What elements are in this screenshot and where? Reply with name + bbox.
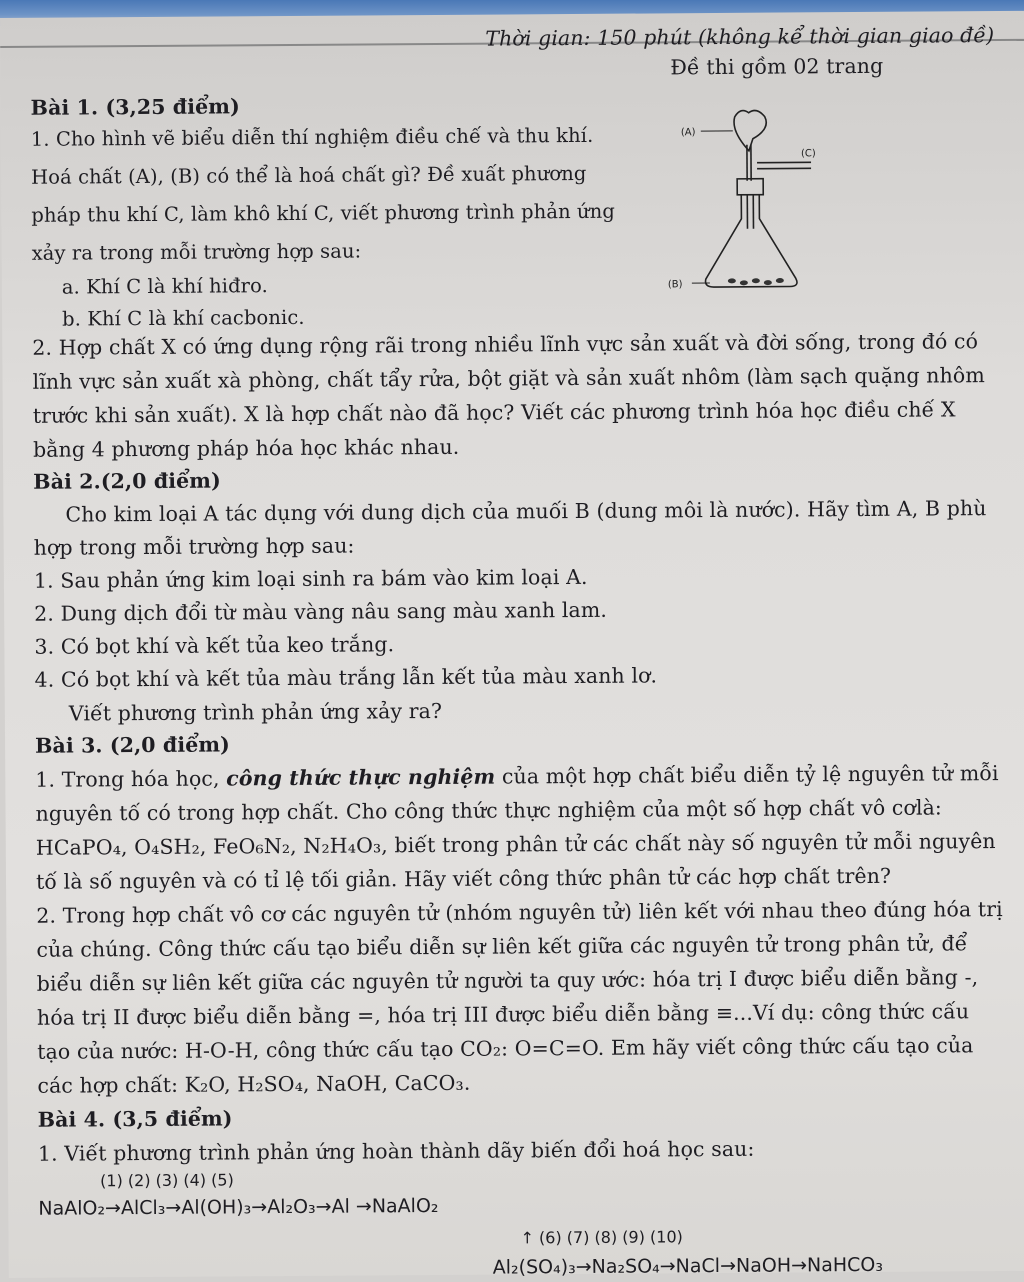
bai2-line-2: hợp trong mỗi trường hợp sau: bbox=[33, 533, 355, 560]
bai1-line-1: 1. Cho hình vẽ biểu diễn thí nghiệm điều chế và thu khí. bbox=[30, 123, 594, 151]
bai1-line-2: Hoá chất (A), (B) có thể là hoá chất gì? Đề xuất phương bbox=[31, 161, 587, 189]
bai3-line-10: các hợp chất: K₂O, H₂SO₄, NaOH, CaCO₃. bbox=[37, 1070, 471, 1098]
bai3-formulas: HCaPO₄, O₄SH₂, FeO₆N₂, N₂H₄O₃ bbox=[35, 833, 382, 860]
bai3-line-2: nguyên tố có trong hợp chất. Cho công thức thực nghiệm của một số hợp chất vô cơlà: bbox=[35, 795, 942, 826]
label-a: (A) bbox=[680, 127, 696, 139]
scheme-row1-step-numbers: (1) (2) (3) (4) (5) bbox=[100, 1170, 234, 1191]
bai1-line-3: pháp thu khí C, làm khô khí C, viết phương trình phản ứng bbox=[31, 199, 615, 227]
bai3-line-3 bbox=[36, 831, 996, 858]
bai1-part2-line-3: trước khi sản xuất). X là hợp chất nào đã học? Viết các phương trình hóa học điều chế X bbox=[32, 397, 956, 428]
scheme-row2: Al₂(SO₄)₃→Na₂SO₄→NaCl→NaOH→NaHCO₃ bbox=[492, 1253, 884, 1279]
bai1-part2-line-2: lĩnh vực sản xuất xà phòng, chất tẩy rửa, bột giặt và sản xuất nhôm (làm sạch quặng nhôm bbox=[32, 363, 985, 394]
bai2-item-2: 2. Dung dịch đổi từ màu vàng nâu sang màu xanh lam. bbox=[34, 597, 608, 626]
bai3-term: công thức thực nghiệm bbox=[226, 764, 496, 791]
flask-funnel-figure bbox=[661, 100, 842, 301]
bai2-item-3: 3. Có bọt khí và kết tủa keo trắng. bbox=[34, 632, 395, 659]
scheme-row1: NaAlO₂→AlCl₃→Al(OH)₃→Al₂O₃→Al →NaAlO₂ bbox=[38, 1194, 439, 1220]
bai1-part2-line-1: 2. Hợp chất X có ứng dụng rộng rãi trong nhiều lĩnh vực sản xuất và đời sống, trong đó có bbox=[32, 329, 979, 360]
label-b: (B) bbox=[667, 279, 683, 291]
bai3-line-8: hóa trị II được biểu diễn bằng =, hóa trị III được biểu diễn bằng ≡...Ví dụ: công thức cấu bbox=[36, 999, 970, 1030]
bai1-line-4: xảy ra trong mỗi trường hợp sau: bbox=[31, 239, 362, 265]
bai3-line-1-post: của một hợp chất biểu diễn tỷ lệ nguyên tử mỗi bbox=[495, 761, 999, 789]
bai3-line-9: tạo của nước: H-O-H, công thức cấu tạo CO₂: O=C=O. Em hãy viết công thức cấu tạo của bbox=[37, 1033, 974, 1064]
bai3-title: Bài 3. (2,0 điểm) bbox=[34, 732, 231, 758]
bai2-item-4: 4. Có bọt khí và kết tủa màu trắng lẫn kết tủa màu xanh lơ. bbox=[34, 663, 658, 692]
bai2-title: Bài 2.(2,0 điểm) bbox=[33, 468, 221, 494]
scheme-row2-step-numbers: ↑ (6) (7) (8) (9) (10) bbox=[520, 1227, 683, 1248]
bai3-line-4: tố là số nguyên và có tỉ lệ tối giản. Hãy viết công thức phân tử các hợp chất trên? bbox=[35, 863, 892, 894]
bai3-line-1 bbox=[35, 763, 998, 790]
bai1-case-a: a. Khí C là khí hiđro. bbox=[61, 274, 268, 299]
bai1-title: Bài 1. (3,25 điểm) bbox=[30, 94, 240, 120]
bai3-line-5: 2. Trong hợp chất vô cơ các nguyên tử (nhóm nguyên tử) liên kết với nhau theo đúng hóa trị bbox=[36, 897, 1003, 928]
bai3-line-7: biểu diễn sự liên kết giữa các nguyên tử người ta quy ước: hóa trị I được biểu diễn bằng -, bbox=[36, 965, 979, 996]
bai3-line-6: của chúng. Công thức cấu tạo biểu diễn sự liên kết giữa các nguyên tử trong phân tử, để bbox=[36, 931, 968, 962]
bai3-line-1-pre: 1. Trong hóa học, bbox=[35, 766, 227, 792]
bai2-item-1: 1. Sau phản ứng kim loại sinh ra bám vào kim loại A. bbox=[33, 564, 588, 593]
bai4-title: Bài 4. (3,5 điểm) bbox=[37, 1106, 233, 1132]
bai1-case-b: b. Khí C là khí cacbonic. bbox=[62, 305, 305, 331]
bai2-question: Viết phương trình phản ứng xảy ra? bbox=[68, 698, 443, 726]
apparatus-diagram bbox=[661, 100, 842, 301]
exam-page bbox=[0, 11, 1024, 1278]
label-c: (C) bbox=[800, 148, 816, 160]
bai1-part2-line-4: bằng 4 phương pháp hóa học khác nhau. bbox=[32, 434, 460, 462]
bai3-line-3-post: , biết trong phân tử các chất này số nguyên tử mỗi nguyên bbox=[381, 829, 996, 858]
bai2-line-1: Cho kim loại A tác dụng với dung dịch của muối B (dung môi là nước). Hãy tìm A, B phù bbox=[65, 496, 987, 527]
header-time: Thời gian: 150 phút (không kể thời gian giao đề) bbox=[485, 23, 995, 51]
bai4-line-1: 1. Viết phương trình phản ứng hoàn thành dãy biến đổi hoá học sau: bbox=[37, 1136, 755, 1166]
header-pages: Đề thi gồm 02 trang bbox=[670, 53, 884, 80]
